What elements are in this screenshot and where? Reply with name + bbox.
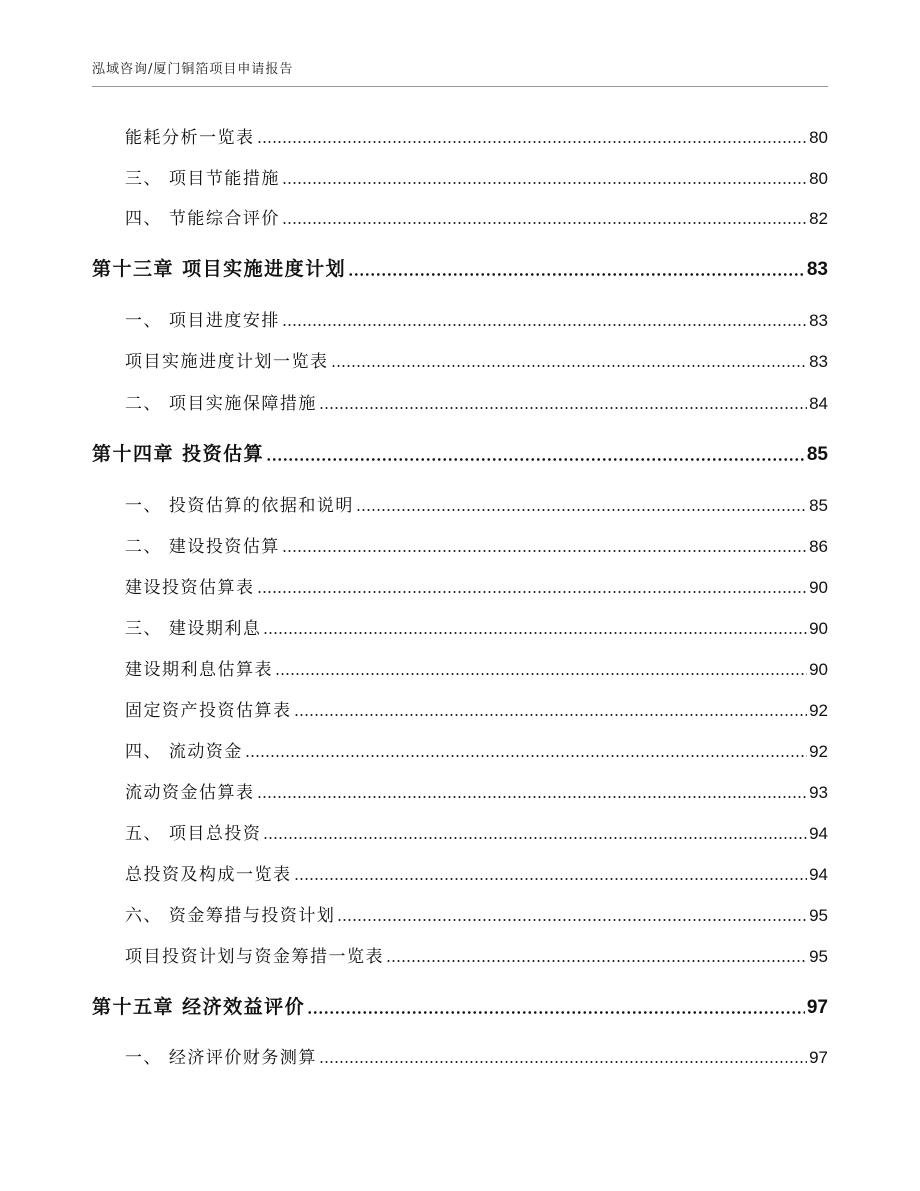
toc-entry-title: 项目实施进度计划一览表 xyxy=(125,352,329,372)
toc-entry-page: 84 xyxy=(809,394,828,413)
toc-entry-page: 80 xyxy=(809,169,828,188)
toc-entry[interactable] xyxy=(125,861,828,885)
toc-entry-page: 95 xyxy=(809,947,828,966)
dot-leader xyxy=(348,273,805,276)
toc-entry[interactable] xyxy=(125,307,828,331)
toc-entry-page: 90 xyxy=(809,619,828,638)
toc-chapter-entry[interactable] xyxy=(92,993,828,1019)
toc-entry-title: 总投资及构成一览表 xyxy=(125,865,292,885)
toc-chapter-title: 第十五章 经济效益评价 xyxy=(92,996,306,1018)
toc-entry-title: 四、 流动资金 xyxy=(125,742,243,762)
toc-entry-title: 一、 投资估算的依据和说明 xyxy=(125,496,354,516)
toc-entry-page: 93 xyxy=(809,783,828,802)
toc-entry-page: 92 xyxy=(809,742,828,761)
dot-leader xyxy=(257,591,808,593)
dot-leader xyxy=(275,673,807,675)
toc-entry-title: 项目投资计划与资金筹措一览表 xyxy=(125,947,384,967)
toc-entry[interactable] xyxy=(125,697,828,721)
toc-entry[interactable] xyxy=(125,348,828,372)
toc-entry-page: 90 xyxy=(809,660,828,679)
toc-entry-title: 二、 项目实施保障措施 xyxy=(125,394,317,414)
toc-chapter-entry[interactable] xyxy=(92,255,828,281)
toc-entry[interactable] xyxy=(125,533,828,557)
toc-entry-title: 三、 项目节能措施 xyxy=(125,169,280,189)
toc-entry-title: 建设投资估算表 xyxy=(125,578,255,598)
toc-entry-page: 86 xyxy=(809,537,828,556)
dot-leader xyxy=(294,714,808,716)
toc-entry-page: 83 xyxy=(809,352,828,371)
toc-entry-title: 三、 建设期利息 xyxy=(125,619,262,639)
toc-entry-page: 92 xyxy=(809,701,828,720)
toc-entry-page: 90 xyxy=(809,578,828,597)
dot-leader xyxy=(319,1061,807,1063)
toc-entry[interactable] xyxy=(125,390,828,414)
toc-entry[interactable] xyxy=(125,574,828,598)
dot-leader xyxy=(319,407,807,409)
dot-leader xyxy=(282,182,807,184)
toc-entry[interactable] xyxy=(125,902,828,926)
dot-leader xyxy=(294,878,808,880)
running-header: 泓域咨询/厦门铜箔项目申请报告 xyxy=(92,62,294,77)
toc-chapter-entry[interactable] xyxy=(92,440,828,466)
toc-entry-title: 四、 节能综合评价 xyxy=(125,209,280,229)
dot-leader xyxy=(282,324,807,326)
toc-entry[interactable] xyxy=(125,1044,828,1068)
toc-entry-page: 94 xyxy=(809,824,828,843)
toc-entry[interactable] xyxy=(125,820,828,844)
toc-entry[interactable] xyxy=(125,205,828,229)
toc-entry[interactable] xyxy=(125,656,828,680)
toc-entry[interactable] xyxy=(125,943,828,967)
dot-leader xyxy=(282,222,807,224)
toc-chapter-title: 第十四章 投资估算 xyxy=(92,443,265,465)
toc-entry-page: 85 xyxy=(809,496,828,515)
dot-leader xyxy=(356,509,807,511)
dot-leader xyxy=(263,632,807,634)
header-divider xyxy=(92,86,828,87)
toc-entry[interactable] xyxy=(125,124,828,148)
toc-entry-title: 五、 项目总投资 xyxy=(125,824,262,844)
dot-leader xyxy=(257,141,808,143)
toc-chapter-title: 第十三章 项目实施进度计划 xyxy=(92,258,347,280)
dot-leader xyxy=(257,796,808,798)
toc-chapter-page: 85 xyxy=(806,444,828,465)
dot-leader xyxy=(337,919,807,921)
toc-chapter-page: 83 xyxy=(806,259,828,280)
toc-entry[interactable] xyxy=(125,615,828,639)
toc-entry-title: 六、 资金筹措与投资计划 xyxy=(125,906,336,926)
dot-leader xyxy=(263,837,807,839)
toc-entry-title: 二、 建设投资估算 xyxy=(125,537,280,557)
toc-entry[interactable] xyxy=(125,492,828,516)
toc-entry-title: 一、 经济评价财务测算 xyxy=(125,1048,317,1068)
toc-entry-title: 一、 项目进度安排 xyxy=(125,311,280,331)
dot-leader xyxy=(331,365,808,367)
toc-entry-title: 建设期利息估算表 xyxy=(125,660,273,680)
dot-leader xyxy=(266,458,805,461)
toc-entry-page: 83 xyxy=(809,311,828,330)
toc-entry-page: 82 xyxy=(809,209,828,228)
toc-entry-page: 94 xyxy=(809,865,828,884)
toc-entry[interactable] xyxy=(125,165,828,189)
toc-entry-page: 80 xyxy=(809,128,828,147)
dot-leader xyxy=(307,1011,805,1014)
toc-chapter-page: 97 xyxy=(806,997,828,1018)
toc-entry-page: 95 xyxy=(809,906,828,925)
toc-entry-page: 97 xyxy=(809,1048,828,1067)
toc-entry-title: 流动资金估算表 xyxy=(125,783,255,803)
dot-leader xyxy=(282,550,807,552)
toc-entry[interactable] xyxy=(125,738,828,762)
toc-entry-title: 能耗分析一览表 xyxy=(125,128,255,148)
toc-entry[interactable] xyxy=(125,779,828,803)
dot-leader xyxy=(386,960,807,962)
toc-entry-title: 固定资产投资估算表 xyxy=(125,701,292,721)
dot-leader xyxy=(245,755,807,757)
